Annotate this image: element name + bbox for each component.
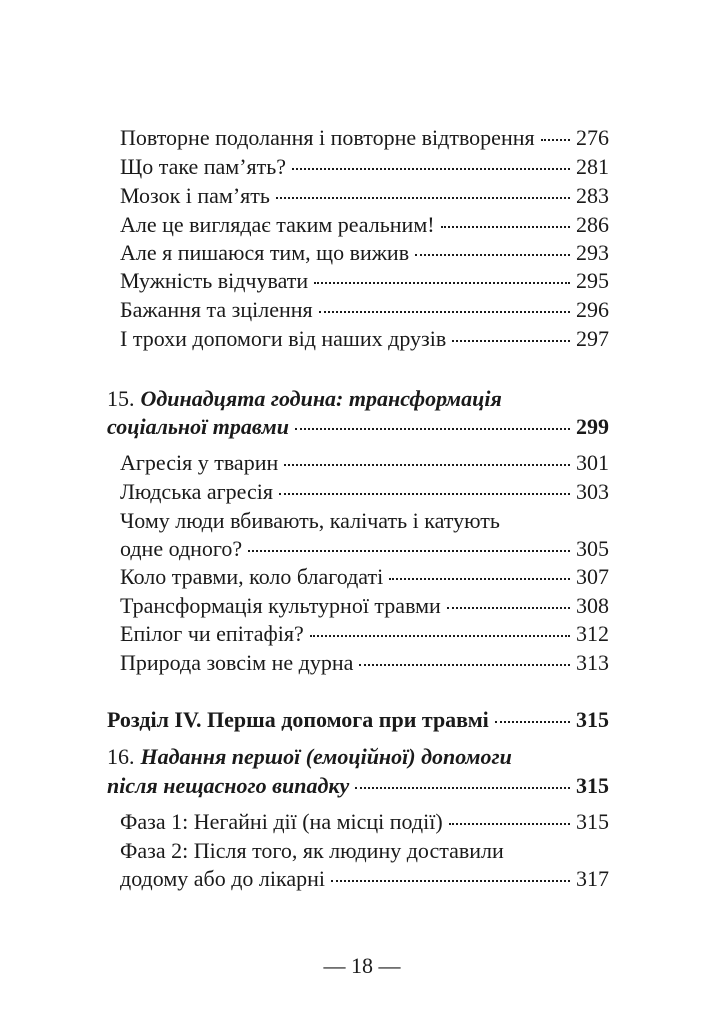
toc-entry-title: Коло травми, коло благодаті xyxy=(120,564,384,589)
leader-dots xyxy=(331,880,570,882)
toc-entry-title: Що таке пам’ять? xyxy=(120,154,287,179)
toc-entry-page: 276 xyxy=(576,125,609,150)
leader-dots xyxy=(441,226,570,228)
toc-entry-page: 305 xyxy=(576,536,609,561)
toc-entry-page: 293 xyxy=(576,240,609,265)
toc-entry-page: 286 xyxy=(576,212,609,237)
toc-entry-page: 283 xyxy=(576,183,609,208)
toc-entry-title: Епілог чи епітафія? xyxy=(120,621,304,646)
toc-entry xyxy=(120,211,609,239)
chapter-heading-line2 xyxy=(107,772,609,800)
leader-dots xyxy=(314,282,570,284)
leader-dots xyxy=(495,721,570,723)
toc-entry xyxy=(120,808,609,836)
chapter-page: 299 xyxy=(576,414,609,439)
toc-entry xyxy=(120,563,609,591)
toc-entry-continuation xyxy=(120,535,609,563)
toc-entry xyxy=(120,592,609,620)
chapter-heading-line1 xyxy=(107,385,609,413)
toc-entry-title: Фаза 1: Негайні дії (на місці події) xyxy=(120,809,443,834)
toc-entry-continuation xyxy=(120,865,609,893)
toc-entry-page: 315 xyxy=(576,809,609,834)
page-number: — 18 — xyxy=(323,953,401,978)
toc-entry-page: 308 xyxy=(576,593,609,618)
toc-entry xyxy=(120,153,609,181)
toc-entry-page: 307 xyxy=(576,564,609,589)
toc-entry-page: 296 xyxy=(576,297,609,322)
toc-entry-title: Повторне подолання і повторне відтворення xyxy=(120,125,535,150)
toc-entry-page: 297 xyxy=(576,326,609,351)
leader-dots xyxy=(248,550,570,552)
toc-entry-title-cont: додому або до лікарні xyxy=(120,866,326,891)
leader-dots xyxy=(452,340,570,342)
leader-dots xyxy=(447,607,570,609)
toc-entry-page: 317 xyxy=(576,866,609,891)
toc-entry xyxy=(120,620,609,648)
toc-entry-title: Мозок і пам’ять xyxy=(120,183,270,208)
toc-entry-first-line xyxy=(120,837,609,865)
toc-entry-title: І трохи допомоги від наших друзів xyxy=(120,326,447,351)
toc-entry-page: 303 xyxy=(576,479,609,504)
leader-dots xyxy=(292,168,570,170)
chapter-title: Надання першої (емоційної) допомоги xyxy=(140,744,512,769)
toc-entry-page: 295 xyxy=(576,268,609,293)
chapter-number: 16. xyxy=(107,744,135,769)
part-page: 315 xyxy=(576,707,609,732)
toc-entry-page: 301 xyxy=(576,450,609,475)
toc-entry-title: Чому люди вбивають, калічать і катують xyxy=(120,508,500,533)
leader-dots xyxy=(279,493,570,495)
toc-entry-first-line xyxy=(120,507,609,535)
toc-entry-title: Трансформація культурної травми xyxy=(120,593,441,618)
leader-dots xyxy=(415,254,570,256)
chapter-number: 15. xyxy=(107,386,135,411)
toc-entry-page: 281 xyxy=(576,154,609,179)
toc-entry-title: Фаза 2: Після того, як людину доставили xyxy=(120,838,504,863)
leader-dots xyxy=(310,635,570,637)
leader-dots xyxy=(541,139,570,141)
leader-dots xyxy=(295,428,570,430)
leader-dots xyxy=(389,578,570,580)
toc-entry-title: Але це виглядає таким реальним! xyxy=(120,212,435,237)
chapter-title-cont: соціальної травми xyxy=(107,414,289,439)
toc-entry xyxy=(120,182,609,210)
chapter-heading-line2 xyxy=(107,413,609,441)
toc-entry xyxy=(120,325,609,353)
toc-entry-title: Людська агресія xyxy=(120,479,273,504)
part-heading xyxy=(107,706,609,734)
part-title: Розділ IV. Перша допомога при травмі xyxy=(107,707,489,732)
toc-entry xyxy=(120,267,609,295)
toc-entry-title: Природа зовсім не дурна xyxy=(120,650,354,675)
chapter-title: Одинадцята година: трансформація xyxy=(140,386,502,411)
chapter-page: 315 xyxy=(576,773,609,798)
toc-entry xyxy=(120,449,609,477)
toc-entry xyxy=(120,296,609,324)
toc-entry xyxy=(120,239,609,267)
toc-entry xyxy=(120,124,609,152)
toc-entry-title: Агресія у тварин xyxy=(120,450,279,475)
chapter-heading-line1 xyxy=(107,743,609,771)
chapter-title-cont: після нещасного випадку xyxy=(107,773,350,798)
leader-dots xyxy=(355,787,570,789)
toc-entry-title: Бажання та зцілення xyxy=(120,297,313,322)
toc-entry xyxy=(120,649,609,677)
toc-entry-title-cont: одне одного? xyxy=(120,536,243,561)
toc-entry-title: Мужність відчувати xyxy=(120,268,309,293)
leader-dots xyxy=(276,197,570,199)
toc-entry-page: 313 xyxy=(576,650,609,675)
toc-entry-title: Але я пишаюся тим, що вижив xyxy=(120,240,410,265)
toc-entry-page: 312 xyxy=(576,621,609,646)
toc-entry xyxy=(120,478,609,506)
leader-dots xyxy=(319,311,570,313)
leader-dots xyxy=(359,664,570,666)
leader-dots xyxy=(284,464,570,466)
leader-dots xyxy=(449,823,570,825)
